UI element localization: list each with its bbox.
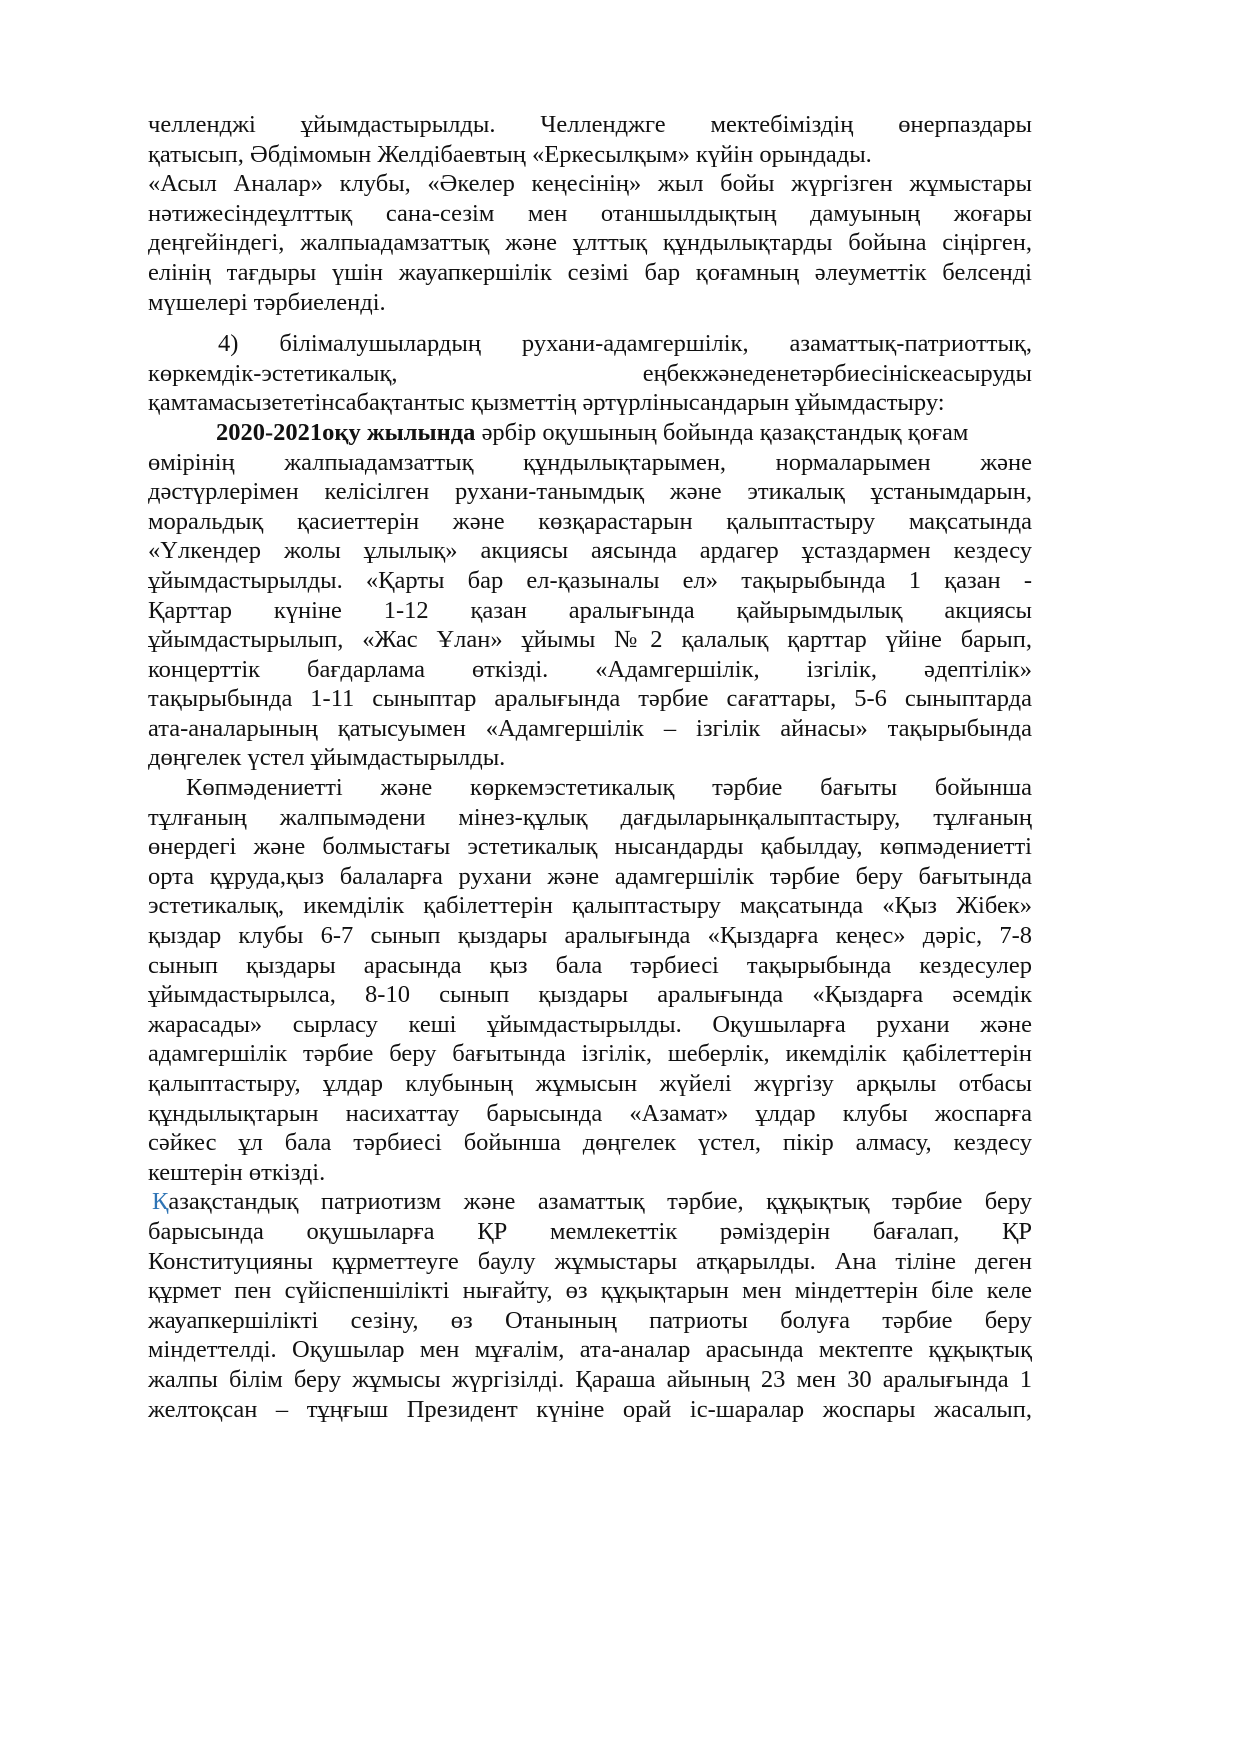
- text-line: дөңгелек үстел ұйымдастырылды.: [148, 744, 506, 772]
- text-line: концерттік бағдарлама өткізді. «Адамгершілік, ізгілік, әдептілік»: [148, 655, 1032, 683]
- text-line: құрмет пен сүйіспеншілікті нығайту, өз құқықтарын мен міндеттерін біле келе: [148, 1277, 1032, 1305]
- text-line: қамтамасызететінсабақтантыс қызметтің әртүрлінысандарын ұйымдастыру:: [148, 389, 945, 417]
- text-line: сәйкес ұл бала тәрбиесі бойынша дөңгелек үстел, пікір алмасу, кездесу: [148, 1129, 1032, 1157]
- paragraph-challenge: [148, 110, 1032, 169]
- paragraph-item-4: [148, 329, 1032, 418]
- paragraph-patriotism: [148, 1187, 1032, 1424]
- accent-initial-letter: Қ: [152, 1188, 169, 1216]
- text-line: өнердегі және болмыстағы эстетикалық нысандарды қабылдау, көпмәдениетті: [148, 833, 1032, 861]
- text-line: [148, 1187, 1032, 1217]
- text-span: азақстандық патриотизм және азаматтық тәрбие, құқықтық тәрбие беру: [168, 1188, 1032, 1216]
- paragraph-spacer: [148, 317, 1032, 329]
- text-span: әрбір оқушының бойында қазақстандық қоғам: [475, 418, 969, 446]
- text-line: Көпмәдениетті және көркемэстетикалық тәрбие бағыты бойынша: [186, 774, 1032, 802]
- text-line: жалпы білім беру жұмысы жүргізілді. Қараша айының 23 мен 30 аралығында 1: [148, 1365, 1032, 1393]
- text-line: орта құруда,қыз балаларға рухани және адамгершілік тәрбие беру бағытында: [148, 862, 1032, 890]
- text-line: челленджі ұйымдастырылды. Челленджге мектебіміздің өнерпаздары: [148, 111, 1032, 138]
- text-line: ұйымдастырылып, «Жас Ұлан» ұйымы №2 қалалық қарттар үйіне барып,: [148, 626, 1032, 654]
- text-line: моральдық қасиеттерін және көзқарастарын қалыптастыру мақсатында: [148, 507, 1032, 535]
- text-line: кештерін өткізді.: [148, 1158, 326, 1186]
- text-line: Қарттар күніне 1-12 қазан аралығында қайырымдылық акциясы: [148, 596, 1032, 624]
- text-line: ұйымдастырылды. «Қарты бар ел-қазыналы ел» тақырыбында 1 қазан -: [148, 566, 1032, 594]
- text-line: құндылықтарын насихаттау барысында «Азамат» ұлдар клубы жоспарға: [148, 1099, 1032, 1127]
- text-line: [148, 418, 1032, 448]
- text-line: қыздар клубы 6-7 сынып қыздары аралығында «Қыздарға кеңес» дәріс, 7-8: [148, 922, 1032, 950]
- text-line: Конституцияны құрметтеуге баулу жұмыстары атқарылды. Ана тіліне деген: [148, 1247, 1032, 1275]
- text-line: желтоқсан – тұңғыш Президент күніне орай іс-шаралар жоспары жасалып,: [148, 1395, 1032, 1423]
- paragraph-multicultural: [148, 773, 1032, 1187]
- text-line: ұйымдастырылса, 8-10 сынып қыздары аралығында «Қыздарға әсемдік: [148, 981, 1032, 1009]
- text-line: эстетикалық, икемділік қабілеттерін қалыптастыру мақсатында «Қыз Жібек»: [148, 892, 1032, 920]
- text-line: деңгейіндегі, жалпыадамзаттық және ұлттық құндылықтарды бойына сіңірген,: [148, 229, 1032, 257]
- list-item-heading-line: 4) білімалушылардың рухани-адамгершілік, азаматтық-патриоттық,: [218, 330, 1032, 358]
- text-line: «Үлкендер жолы ұлылық» акциясы аясында ардагер ұстаздармен кездесу: [148, 537, 1032, 565]
- text-line: жарасады» сырласу кеші ұйымдастырылды. Оқушыларға рухани және: [148, 1010, 1032, 1038]
- text-line: елінің тағдыры үшін жауапкершілік сезімі бар қоғамның әлеуметтік белсенді: [148, 258, 1032, 286]
- text-line: барысында оқушыларға ҚР мемлекеттік рәміздерін бағалап, ҚР: [148, 1217, 1032, 1245]
- text-line: дәстүрлерімен келісілген рухани-танымдық және этикалық ұстанымдарын,: [148, 478, 1032, 506]
- text-line: қалыптастыру, ұлдар клубының жұмысын жүйелі жүргізу арқылы отбасы: [148, 1070, 1032, 1097]
- text-line: мүшелері тәрбиеленді.: [148, 288, 386, 316]
- document-page: [148, 110, 1032, 1424]
- text-line: өмірінің жалпыадамзаттық құндылықтарымен, нормаларымен және: [148, 448, 1032, 476]
- text-line: қатысып, Әбдімомын Желдібаевтың «Еркесылқым» күйін орындады.: [148, 140, 872, 168]
- text-line: тұлғаның жалпымәдени мінез-құлық дағдыларынқалыптастыру, тұлғаның: [148, 803, 1032, 831]
- text-line: адамгершілік тәрбие беру бағытында ізгілік, шеберлік, икемділік қабілеттерін: [148, 1040, 1032, 1068]
- school-year-bold-lead: 2020-2021оқу жылында: [216, 418, 476, 446]
- paragraph-asyl-analar: [148, 169, 1032, 317]
- text-line: жауапкершілікті сезіну, өз Отанының патриоты болуға тәрбие беру: [148, 1306, 1032, 1334]
- text-line: көркемдік-эстетикалық, еңбекжәнеденетәрбиесініскеасыруды: [148, 359, 1032, 387]
- text-line: тақырыбында 1-11 сыныптар аралығында тәрбие сағаттары, 5-6 сыныптарда: [148, 685, 1032, 713]
- text-line: сынып қыздары арасында қыз бала тәрбиесі тақырыбында кездесулер: [148, 951, 1032, 979]
- text-line: міндеттелді. Оқушылар мен мұғалім, ата-аналар арасында мектепте құқықтық: [148, 1336, 1032, 1364]
- text-line: «Асыл Аналар» клубы, «Әкелер кеңесінің» жыл бойы жүргізген жұмыстары: [148, 170, 1032, 198]
- paragraph-school-year: [148, 418, 1032, 773]
- text-line: ата-аналарының қатысуымен «Адамгершілік – ізгілік айнасы» тақырыбында: [148, 714, 1032, 742]
- text-line: нәтижесіндеұлттық сана-сезім мен отаншылдықтың дамуының жоғары: [148, 199, 1032, 227]
